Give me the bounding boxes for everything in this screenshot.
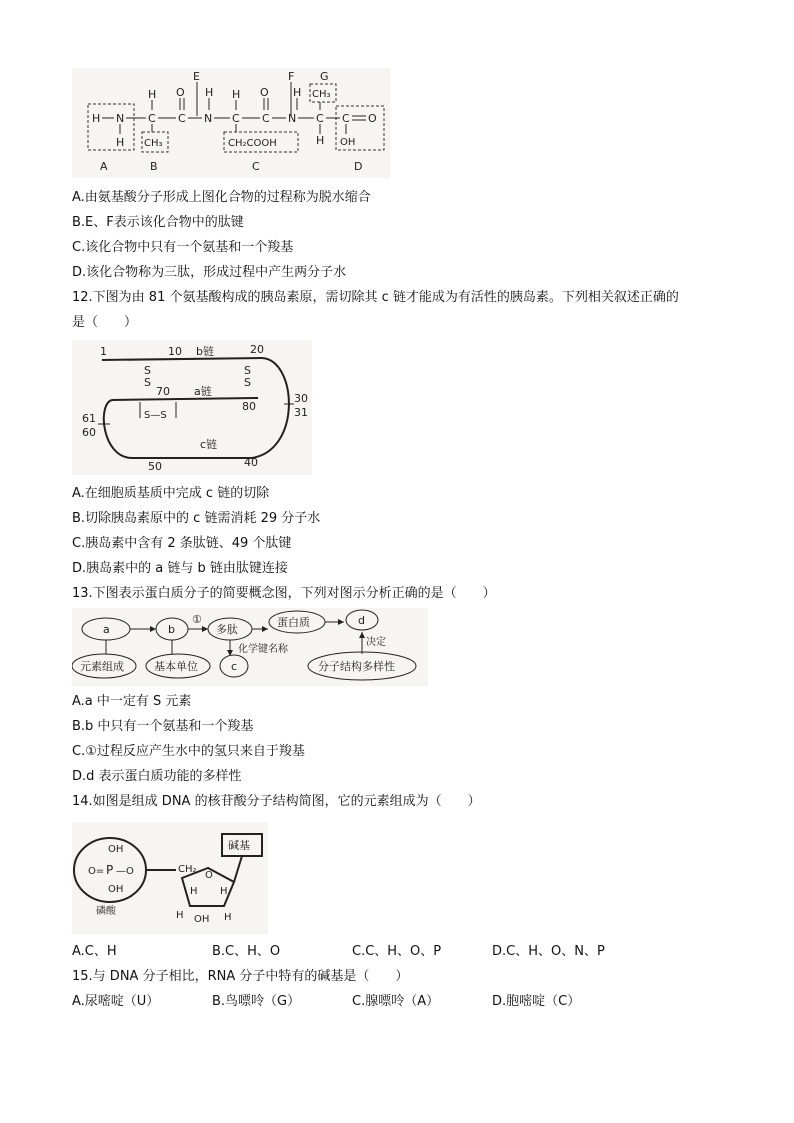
oh-d: OH [340, 137, 356, 148]
o2: O [260, 86, 269, 99]
q15-option-c[interactable]: C.腺嘌呤（A） [352, 994, 440, 1009]
o3: O [368, 112, 377, 125]
c1-h: H [148, 88, 157, 101]
q11-structure-figure [72, 68, 390, 178]
b-label: b [168, 623, 175, 636]
q14-option-b[interactable]: B.C、H、O [212, 944, 281, 959]
n2: N [288, 112, 297, 125]
n40: 40 [244, 456, 258, 469]
h-1: H [190, 886, 198, 897]
q11-option-a[interactable]: A.由氨基酸分子形成上图化合物的过程称为脱水缩合 [72, 190, 371, 205]
oh-sugar: OH [194, 914, 210, 925]
b-chain-label: b链 [196, 345, 214, 358]
n1: N [204, 112, 213, 125]
phosphate-label: 磷酸 [96, 906, 116, 917]
p-atom: P [106, 863, 114, 877]
label-b: B [150, 160, 158, 173]
c4: C [262, 112, 270, 125]
q14-nucleotide-figure [72, 822, 268, 934]
d-label: d [358, 614, 365, 627]
q13-option-a[interactable]: A.a 中一定有 S 元素 [72, 694, 192, 709]
n80: 80 [242, 400, 256, 413]
c1: C [148, 112, 156, 125]
n1-h: H [205, 86, 214, 99]
c3-h: H [232, 88, 241, 101]
q11-option-c[interactable]: C.该化合物中只有一个氨基和一个羧基 [72, 240, 294, 255]
n61: 61 [82, 412, 96, 425]
c5: C [316, 112, 324, 125]
q15-stem: 15.与 DNA 分子相比，RNA 分子中特有的碱基是（ ） [72, 969, 409, 984]
label-g: G [320, 70, 329, 83]
c6: C [342, 112, 350, 125]
q12-stem-line2: 是（ ） [72, 315, 138, 330]
q13-concept-map [72, 608, 428, 686]
amino-h: H [92, 112, 101, 125]
polypeptide-label: 多肽 [216, 623, 238, 636]
q14-option-c[interactable]: C.C、H、O、P [352, 944, 442, 959]
s2: S [144, 376, 151, 389]
amino-h2: H [116, 136, 125, 149]
a-label: a [103, 623, 110, 636]
q12-option-a[interactable]: A.在细胞质基质中完成 c 链的切除 [72, 486, 270, 501]
amino-n: N [116, 112, 125, 125]
step-1: ① [192, 613, 202, 626]
q14-options [72, 944, 632, 960]
base-label: 碱基 [228, 839, 250, 852]
label-f: F [288, 70, 295, 83]
label-d: D [354, 160, 363, 173]
q15-option-d[interactable]: D.胞嘧啶（C） [492, 994, 581, 1009]
h-4: H [224, 912, 232, 923]
c-chain-label: c链 [200, 438, 218, 451]
q13-option-d[interactable]: D.d 表示蛋白质功能的多样性 [72, 769, 242, 784]
n2-h: H [293, 86, 302, 99]
c-label: c [231, 660, 238, 673]
q14-stem: 14.如图是组成 DNA 的核苷酸分子结构简图，它的元素组成为（ ） [72, 794, 481, 809]
q11-option-d[interactable]: D.该化合物称为三肽，形成过程中产生两分子水 [72, 265, 347, 280]
q11-option-b[interactable]: B.E、F表示该化合物中的肽键 [72, 215, 244, 230]
q13-stem: 13.下图表示蛋白质分子的简要概念图，下列对图示分析正确的是（ ） [72, 586, 496, 601]
oh-bottom: OH [108, 884, 124, 895]
a-chain-label: a链 [194, 385, 212, 398]
q14-option-a[interactable]: A.C、H [72, 944, 117, 959]
s3: S [244, 364, 251, 377]
q15-options [72, 994, 632, 1010]
q15-option-b[interactable]: B.鸟嘌呤（G） [212, 994, 301, 1009]
n70: 70 [156, 385, 170, 398]
ch2-label: CH₂ [178, 864, 197, 875]
q12-insulin-figure [72, 340, 312, 475]
bond-name-label: 化学键名称 [238, 644, 288, 655]
q15-option-a[interactable]: A.尿嘧啶（U） [72, 994, 160, 1009]
n1: 1 [100, 345, 107, 358]
label-e: E [193, 70, 200, 83]
label-c: C [252, 160, 260, 173]
decide-label: 决定 [366, 637, 386, 648]
ch3-b: CH₃ [144, 138, 163, 149]
o-double: O= [88, 866, 105, 877]
h-3: H [176, 910, 184, 921]
oh-top: OH [108, 844, 124, 855]
q12-option-d[interactable]: D.胰岛素中的 a 链与 b 链由肽键连接 [72, 561, 288, 576]
q13-option-c[interactable]: C.①过程反应产生水中的氢只来自于羧基 [72, 744, 305, 759]
ring-o: O [205, 870, 213, 881]
q12-stem-line1: 12.下图为由 81 个氨基酸构成的胰岛素原，需切除其 c 链才能成为有活性的胰岛素。下列相关叙述正确的 [72, 290, 679, 305]
n30: 30 [294, 392, 308, 405]
n31: 31 [294, 406, 308, 419]
c5-h: H [316, 134, 325, 147]
c2: C [178, 112, 186, 125]
n10: 10 [168, 345, 182, 358]
n20: 20 [250, 343, 264, 356]
c3: C [232, 112, 240, 125]
protein-label: 蛋白质 [277, 616, 310, 629]
ch2cooh: CH₂COOH [228, 138, 277, 149]
unit-label: 基本单位 [154, 660, 198, 673]
q13-option-b[interactable]: B.b 中只有一个氨基和一个羧基 [72, 719, 254, 734]
h-2: H [220, 886, 228, 897]
s1: S [144, 364, 151, 377]
q12-option-b[interactable]: B.切除胰岛素原中的 c 链需消耗 29 分子水 [72, 511, 321, 526]
o1: O [176, 86, 185, 99]
ch3-g: CH₃ [312, 89, 331, 100]
n60: 60 [82, 426, 96, 439]
q14-option-d[interactable]: D.C、H、O、N、P [492, 944, 605, 959]
n50: 50 [148, 460, 162, 473]
o-right: —O [116, 866, 134, 877]
label-a: A [100, 160, 108, 173]
element-label: 元素组成 [80, 660, 124, 673]
q12-option-c[interactable]: C.胰岛素中含有 2 条肽链、49 个肽键 [72, 536, 292, 551]
box-a [88, 104, 134, 150]
diversity-label: 分子结构多样性 [318, 660, 395, 673]
s4: S [244, 376, 251, 389]
ss-bridge: S—S [144, 410, 167, 421]
